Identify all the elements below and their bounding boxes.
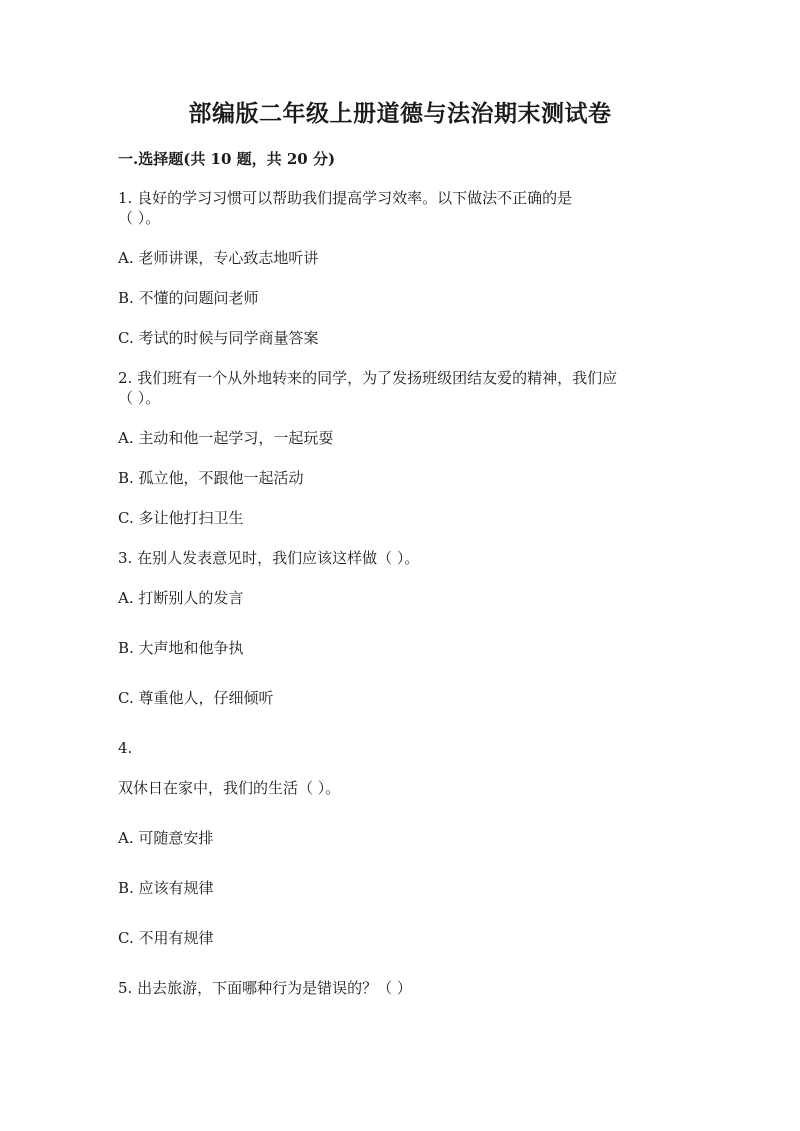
question-1-option-b: B. 不懂的问题问老师 xyxy=(118,289,259,307)
question-2-option-c: C. 多让他打扫卫生 xyxy=(118,509,244,527)
question-5-stem: 5. 出去旅游，下面哪种行为是错误的？（ ） xyxy=(118,979,412,997)
question-1-stem: 1. 良好的学习习惯可以帮助我们提高学习效率。以下做法不正确的是 xyxy=(118,189,573,207)
question-2-stem-cont: （ ）。 xyxy=(118,389,161,407)
question-1-stem-cont: （ ）。 xyxy=(118,209,161,227)
question-3-stem: 3. 在别人发表意见时，我们应该这样做（ ）。 xyxy=(118,549,420,567)
question-2-option-b: B. 孤立他，不跟他一起活动 xyxy=(118,469,304,487)
question-4-number: 4. xyxy=(118,739,133,757)
question-2-option-a: A. 主动和他一起学习，一起玩耍 xyxy=(118,429,334,447)
question-1-option-a: A. 老师讲课，专心致志地听讲 xyxy=(118,249,319,267)
question-1-option-c: C. 考试的时候与同学商量答案 xyxy=(118,329,319,347)
question-4-option-b: B. 应该有规律 xyxy=(118,879,214,897)
section-heading: 一.选择题(共 10 题，共 20 分) xyxy=(118,150,336,168)
question-4-stem: 双休日在家中，我们的生活（ ）。 xyxy=(118,779,341,797)
question-3-option-c: C. 尊重他人，仔细倾听 xyxy=(118,689,274,707)
question-4-option-a: A. 可随意安排 xyxy=(118,829,214,847)
question-2-stem: 2. 我们班有一个从外地转来的同学，为了发扬班级团结友爱的精神，我们应 xyxy=(118,369,618,387)
question-3-option-a: A. 打断别人的发言 xyxy=(118,589,244,607)
question-4-option-c: C. 不用有规律 xyxy=(118,929,214,947)
question-3-option-b: B. 大声地和他争执 xyxy=(118,639,244,657)
page-title: 部编版二年级上册道德与法治期末测试卷 xyxy=(188,100,612,127)
